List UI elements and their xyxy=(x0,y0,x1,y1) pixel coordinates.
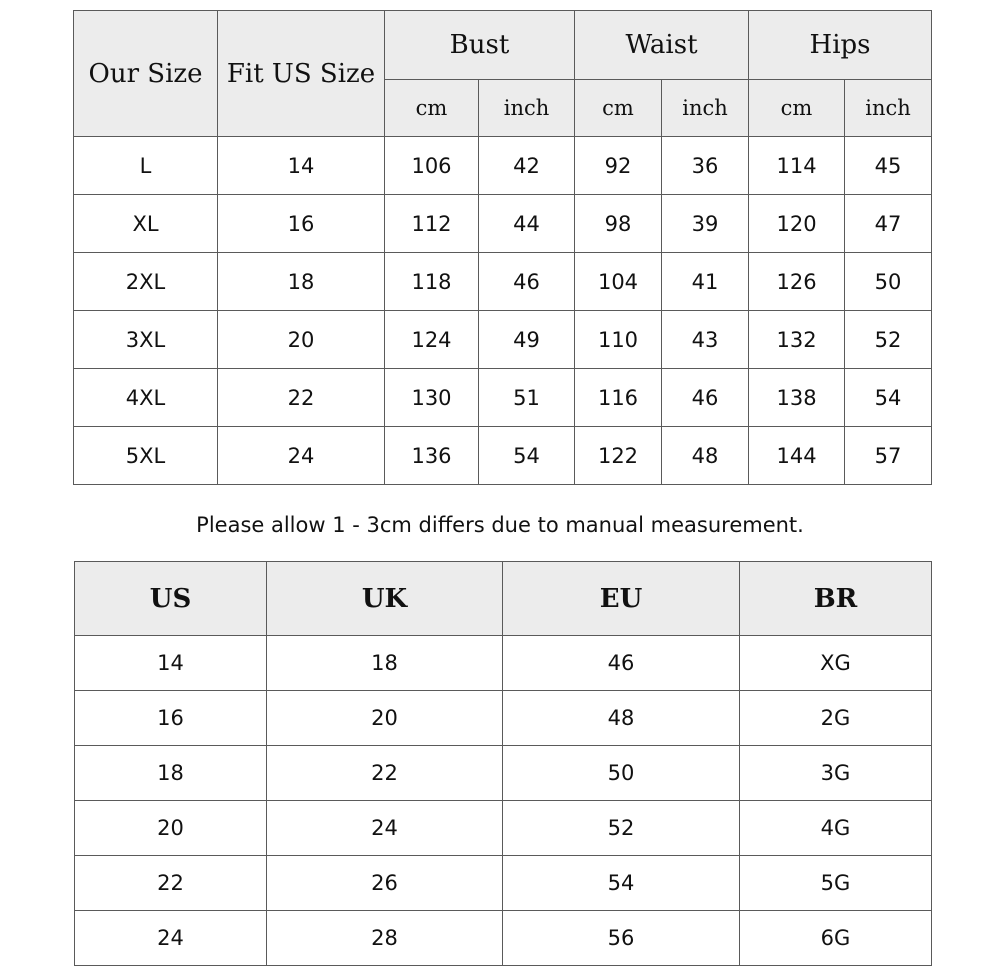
cell-hips-cm: 132 xyxy=(749,311,845,369)
cell-hips-inch: 45 xyxy=(845,137,932,195)
cell-bust-cm: 106 xyxy=(385,137,479,195)
cell-bust-inch: 44 xyxy=(479,195,575,253)
header-fit-us-size: Fit US Size xyxy=(218,11,385,137)
cell-us: 20 xyxy=(75,801,267,856)
cell-uk: 28 xyxy=(267,911,503,966)
cell-br: 3G xyxy=(740,746,932,801)
cell-us: 22 xyxy=(75,856,267,911)
cell-our-size: XL xyxy=(74,195,218,253)
cell-eu: 52 xyxy=(503,801,740,856)
cell-bust-inch: 51 xyxy=(479,369,575,427)
cell-fit-us-size: 18 xyxy=(218,253,385,311)
header-bust: Bust xyxy=(385,11,575,80)
cell-fit-us-size: 24 xyxy=(218,427,385,485)
cell-our-size: 5XL xyxy=(74,427,218,485)
cell-our-size: L xyxy=(74,137,218,195)
header-br: BR xyxy=(740,562,932,636)
cell-uk: 22 xyxy=(267,746,503,801)
header-waist-inch: inch xyxy=(662,80,749,137)
cell-hips-inch: 52 xyxy=(845,311,932,369)
cell-bust-cm: 118 xyxy=(385,253,479,311)
cell-waist-inch: 41 xyxy=(662,253,749,311)
header-bust-cm: cm xyxy=(385,80,479,137)
cell-fit-us-size: 22 xyxy=(218,369,385,427)
cell-uk: 26 xyxy=(267,856,503,911)
cell-our-size: 4XL xyxy=(74,369,218,427)
cell-bust-inch: 46 xyxy=(479,253,575,311)
cell-waist-inch: 43 xyxy=(662,311,749,369)
cell-our-size: 2XL xyxy=(74,253,218,311)
cell-waist-inch: 39 xyxy=(662,195,749,253)
cell-hips-cm: 114 xyxy=(749,137,845,195)
cell-br: XG xyxy=(740,636,932,691)
cell-bust-cm: 112 xyxy=(385,195,479,253)
cell-eu: 54 xyxy=(503,856,740,911)
cell-fit-us-size: 20 xyxy=(218,311,385,369)
cell-bust-cm: 130 xyxy=(385,369,479,427)
table-row xyxy=(75,801,932,856)
cell-us: 24 xyxy=(75,911,267,966)
cell-bust-inch: 42 xyxy=(479,137,575,195)
table-row xyxy=(74,427,932,485)
cell-eu: 56 xyxy=(503,911,740,966)
cell-uk: 20 xyxy=(267,691,503,746)
table-row xyxy=(74,195,932,253)
cell-hips-inch: 47 xyxy=(845,195,932,253)
table-row xyxy=(75,746,932,801)
cell-waist-inch: 36 xyxy=(662,137,749,195)
table-row xyxy=(74,369,932,427)
cell-hips-inch: 57 xyxy=(845,427,932,485)
cell-waist-cm: 104 xyxy=(575,253,662,311)
table-row xyxy=(74,311,932,369)
cell-waist-cm: 110 xyxy=(575,311,662,369)
cell-hips-cm: 126 xyxy=(749,253,845,311)
cell-uk: 18 xyxy=(267,636,503,691)
cell-waist-cm: 116 xyxy=(575,369,662,427)
cell-bust-cm: 136 xyxy=(385,427,479,485)
table-row xyxy=(75,856,932,911)
cell-bust-inch: 49 xyxy=(479,311,575,369)
cell-eu: 48 xyxy=(503,691,740,746)
cell-us: 14 xyxy=(75,636,267,691)
cell-fit-us-size: 14 xyxy=(218,137,385,195)
cell-hips-inch: 50 xyxy=(845,253,932,311)
size-chart-table xyxy=(73,10,932,485)
cell-us: 16 xyxy=(75,691,267,746)
cell-our-size: 3XL xyxy=(74,311,218,369)
cell-waist-cm: 122 xyxy=(575,427,662,485)
cell-eu: 50 xyxy=(503,746,740,801)
cell-hips-cm: 138 xyxy=(749,369,845,427)
table-row xyxy=(75,636,932,691)
table-row xyxy=(75,911,932,966)
header-waist: Waist xyxy=(575,11,749,80)
cell-bust-cm: 124 xyxy=(385,311,479,369)
measurement-note: Please allow 1 - 3cm differs due to manual measurement. xyxy=(196,513,804,537)
cell-waist-cm: 98 xyxy=(575,195,662,253)
header-our-size: Our Size xyxy=(74,11,218,137)
header-hips: Hips xyxy=(749,11,932,80)
header-bust-inch: inch xyxy=(479,80,575,137)
cell-hips-cm: 120 xyxy=(749,195,845,253)
header-us: US xyxy=(75,562,267,636)
cell-waist-inch: 48 xyxy=(662,427,749,485)
cell-br: 5G xyxy=(740,856,932,911)
table-row xyxy=(74,253,932,311)
cell-fit-us-size: 16 xyxy=(218,195,385,253)
header-waist-cm: cm xyxy=(575,80,662,137)
header-hips-inch: inch xyxy=(845,80,932,137)
cell-br: 2G xyxy=(740,691,932,746)
cell-eu: 46 xyxy=(503,636,740,691)
cell-bust-inch: 54 xyxy=(479,427,575,485)
cell-hips-cm: 144 xyxy=(749,427,845,485)
cell-us: 18 xyxy=(75,746,267,801)
cell-waist-cm: 92 xyxy=(575,137,662,195)
size-conversion-table xyxy=(74,561,932,966)
cell-br: 4G xyxy=(740,801,932,856)
header-uk: UK xyxy=(267,562,503,636)
table-row xyxy=(75,691,932,746)
cell-hips-inch: 54 xyxy=(845,369,932,427)
header-hips-cm: cm xyxy=(749,80,845,137)
cell-waist-inch: 46 xyxy=(662,369,749,427)
table-row xyxy=(74,137,932,195)
cell-br: 6G xyxy=(740,911,932,966)
header-eu: EU xyxy=(503,562,740,636)
cell-uk: 24 xyxy=(267,801,503,856)
